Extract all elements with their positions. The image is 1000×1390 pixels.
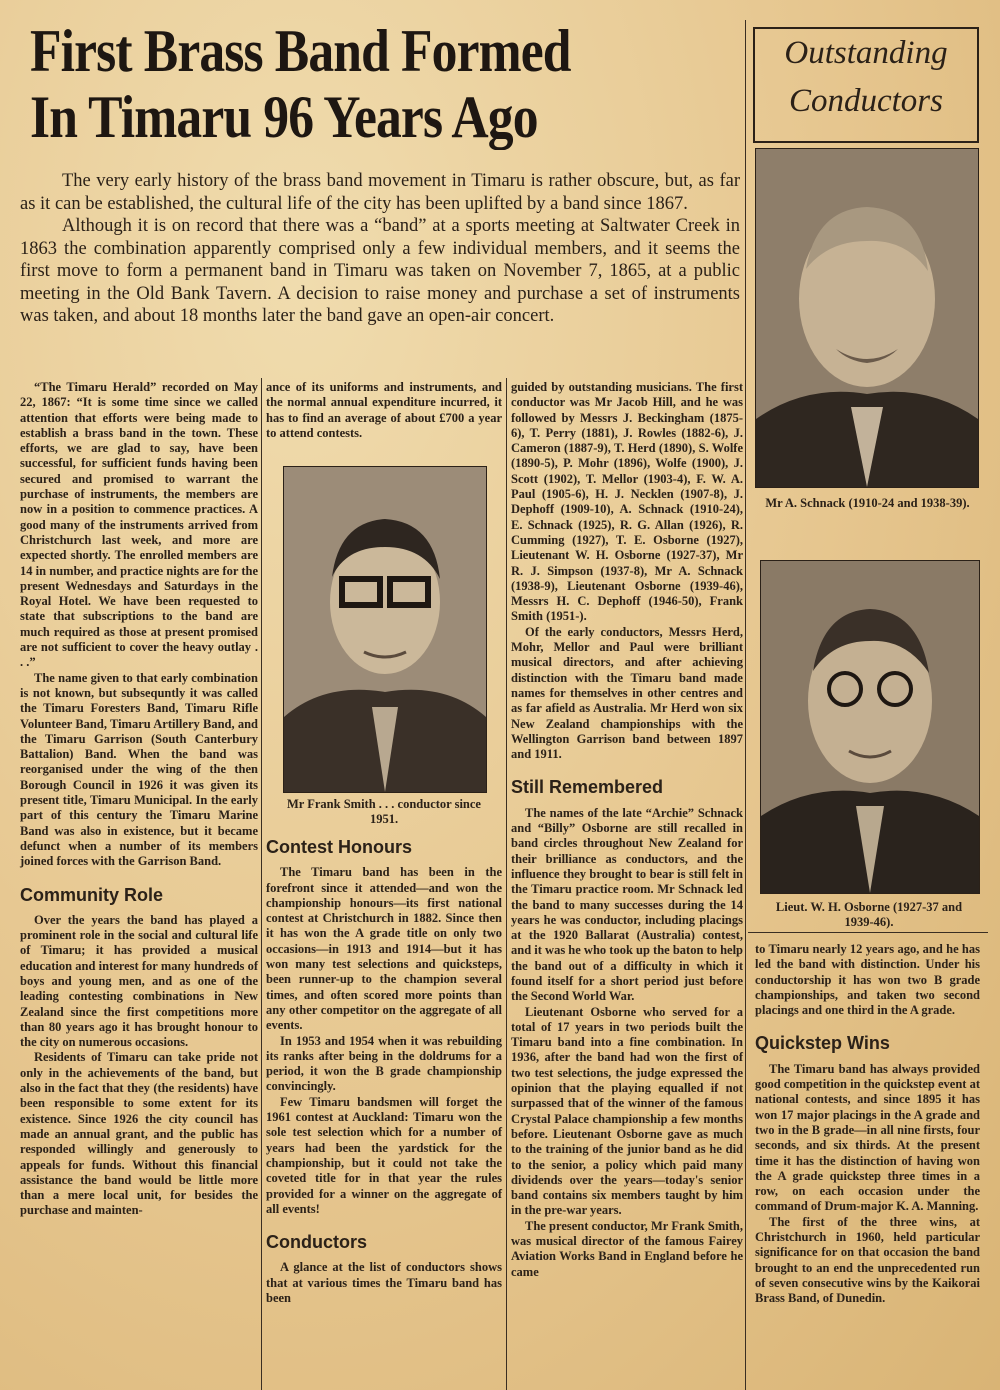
body-paragraph: In 1953 and 1954 when it was rebuilding its ranks after being in the doldrums for a period, it won the B grade championship convincingly. [266,1033,502,1094]
subheading: Quickstep Wins [755,1033,890,1054]
photo-caption: Lieut. W. H. Osborne (1927-37 and 1939-46). [775,900,963,929]
portrait-photo-frank-smith [283,466,487,793]
body-paragraph: Residents of Timaru can take pride not only in the achievements of the band, but also in the fact that they (the residents) have been responsible to some extent for its existence. Since 1926 the city council has made an annual grant, and the public has responded willingly and generously to appeals for funds. Without this financial assistance the band would be little more than a mere local unit, for besides the purchase and mainten- [20,1050,258,1218]
article-column-2 [266,380,502,441]
intro-paragraph: The very early history of the brass band movement in Timaru is rather obscure, but, as far as it can be established, the cultural life of the city has been uplifted by a band since 1867. [20,171,740,214]
body-paragraph: Lieutenant Osborne who served for a total of 17 years in two periods built the Timaru band into a fine combination. In 1936, after the band had won the first of two test selections, the judge expressed the opinion that the playing equalled if not surpassed that of the winner of the famous Crystal Palace championship a few months before. Lieutenant Osborne gave as much to the training of the junior band as he did to the senior, a policy which paid many dividends over the years—today's senior band contains six members taught by him in the pre-war years. [511,1004,743,1218]
subheading: Community Role [20,884,164,905]
sidebar-title-line-2: Conductors [788,83,943,119]
subheading: Still Remembered [511,777,664,798]
sidebar-title-line-1: Outstanding [784,35,948,71]
body-paragraph: Of the early conductors, Messrs Herd, Mohr, Mellor and Paul were brilliant musical directors, and after achieving distinction with the Timaru band made names for themselves in other centres and as far afield as Australia. Mr Herd won six New Zealand championships with the Wellington Garrison band between 1897 and 1911. [511,624,743,762]
body-paragraph: ance of its uniforms and instruments, and the normal annual expenditure incurred, it has to find an average of about £700 a year to attend contests. [266,380,502,440]
body-paragraph: Few Timaru bandsmen will forget the 1961 contest at Auckland: Timaru won the sole test selection which for a number of years had been the yardstick for the championship, but it could not take the coveted title for in that year the rules provided for a winner on the aggregate of all events! [266,1094,502,1216]
column-divider [745,20,746,1390]
body-paragraph: The name given to that early combination is not known, but subsequntly it was called the Timaru Foresters Band, Timaru Rifle Volunteer Band, Timaru Artillery Band, and the Timaru Garrison (South Canterbury Battalion) Band. When the band was reorganised under the wing of the then Borough Council in 1926 it was given its present title, Timaru Municipal. In the early part of this century the Timaru Marine Band was also in existence, but it became defunct when a number of its members joined forces with the Garrison Band. [20,670,258,869]
column-divider [506,378,507,1390]
article-column-1 [20,380,258,1219]
photo-caption: Mr Frank Smith . . . conductor since 1951. [287,797,481,826]
body-paragraph: guided by outstanding musicians. The first conductor was Mr Jacob Hill, and he was followed by Messrs J. Beckingham (1875-6), T. Perry (1881), J. Rowles (1882-6), J. Cameron (1887-9), T. Herd (1890), S. Wolfe (1890-5), P. Mohr (1896), Wolfe (1900), J. Scott (1902), T. Mellor (1903-4), F. W. A. Paul (1905-6), H. J. Necklen (1907-8), J. Dephoff (1909-10), A. Schnack (1910-24), E. Schnack (1925), R. G. Allan (1926), R. Cumming (1927), T. E. Osborne (1927), Lieutenant W. H. Osborne (1927-37), Mr R. J. Simpson (1937-8), Mr A. Schnack (1938-9), Lieutenant Osborne (1939-46), Messrs H. C. Dephoff (1946-50), Frank Smith (1951-). [511,380,743,624]
body-paragraph: The Timaru band has been in the forefront since it attended—and won the championship honours—its first national contest at Christchurch in 1882. Since then it has won the A grade title on only two occasions—in 1913 and 1914—but it has won many test selections and quicksteps, been runner-up to the champion several times, and often scored more points than any other competitor on the aggregate of all events. [266,865,502,1033]
headline-line-1: First Brass Band Formed [30,18,571,84]
body-paragraph: The Timaru band has always provided good competition in the quickstep event at national contests, and since 1895 it has won 17 major placings in the A grade and two in the B grade—in all nine firsts, four seconds, and six thirds. At the present time it has the distinction of having won the A grade quickstep three times in a row, on each occasion under the command of Drum-major K. A. Manning. [755,1061,980,1214]
article-column-3 [511,380,743,1280]
headline [30,18,641,150]
portrait-photo-osborne [760,560,980,894]
headline-line-2: In Timaru 96 Years Ago [30,84,538,150]
body-paragraph: The present conductor, Mr Frank Smith, was musical director of the famous Fairey Aviation Works Band in England before he came [511,1218,743,1279]
body-paragraph: to Timaru nearly 12 years ago, and he has led the band with distinction. Under his conductorship it has won two B grade championships, and taken two second placings and one third in the A grade. [755,942,980,1018]
body-paragraph: A glance at the list of conductors shows that at various times the Timaru band has been [266,1260,502,1306]
intro-paragraph: Although it is on record that there was a “band” at a sports meeting at Saltwater Creek in 1863 the combination apparently comprised only a few individual members, and it seems the first move to form a permanent band in Timaru was taken on November 7, 1865, at a public meeting in the Old Bank Tavern. A decision to raise money and purchase a set of instruments was taken, and about 18 months later the band gave an open-air concert. [20,216,740,326]
body-paragraph: The first of the three wins, at Christchurch in 1960, held particular significance for on that occasion the band brought to an end the unprecedented run of seven consecutive wins by the Kaikorai Brass Band, of Dunedin. [755,1214,980,1306]
subheading: Contest Honours [266,837,412,857]
body-paragraph: “The Timaru Herald” recorded on May 22, 1867: “It is some time since we called attention that efforts were being made to establish a brass band in the town. These efforts, we are glad to say, have been successful, for sufficient funds having been secured and promised to warrant the purchase of instruments, the members are now in a position to commence practices. A good many of the instruments arrived from Christchurch last week, and more are expected shortly. The enrolled members are 14 in number, and practice nights are for the present Wednesdays and Saturdays in the Royal Hotel. We have been requested to state that subscriptions to the band are much required as those at present promised are not sufficient to cover the heavy outlay . . .” [20,380,258,670]
section-divider [748,932,988,933]
subheading: Conductors [266,1232,367,1253]
column-divider [261,378,262,1390]
portrait-photo-schnack [755,148,979,488]
article-column-4 [755,942,980,1307]
photo-caption: Mr A. Schnack (1910-24 and 1938-39). [765,496,970,510]
sidebar-title-box [753,27,979,143]
article-column-2-lower [266,837,502,1306]
body-paragraph: Over the years the band has played a prominent role in the social and cultural life of Timaru; it has provided a musical education and interest for many hundreds of boys and young men, and as one of the leading contesting combinations in New Zealand since the first competitions more than 80 years ago it has brought honour to the city on numerous occasions. [20,912,258,1050]
intro-text [20,170,740,328]
body-paragraph: The names of the late “Archie” Schnack and “Billy” Osborne are still recalled in band circles throughout New Zealand for their brilliance as conductors, and the influence they brought to bear is still felt in the Timaru practice room. Mr Schnack led the band to many successes during the 14 years he was conductor, including placings at the 1920 Ballarat (Australia) contest, and it was he who took up the baton to help the band out of a difficulty in which it found itself for a short period just before the Second World War. [511,805,743,1004]
